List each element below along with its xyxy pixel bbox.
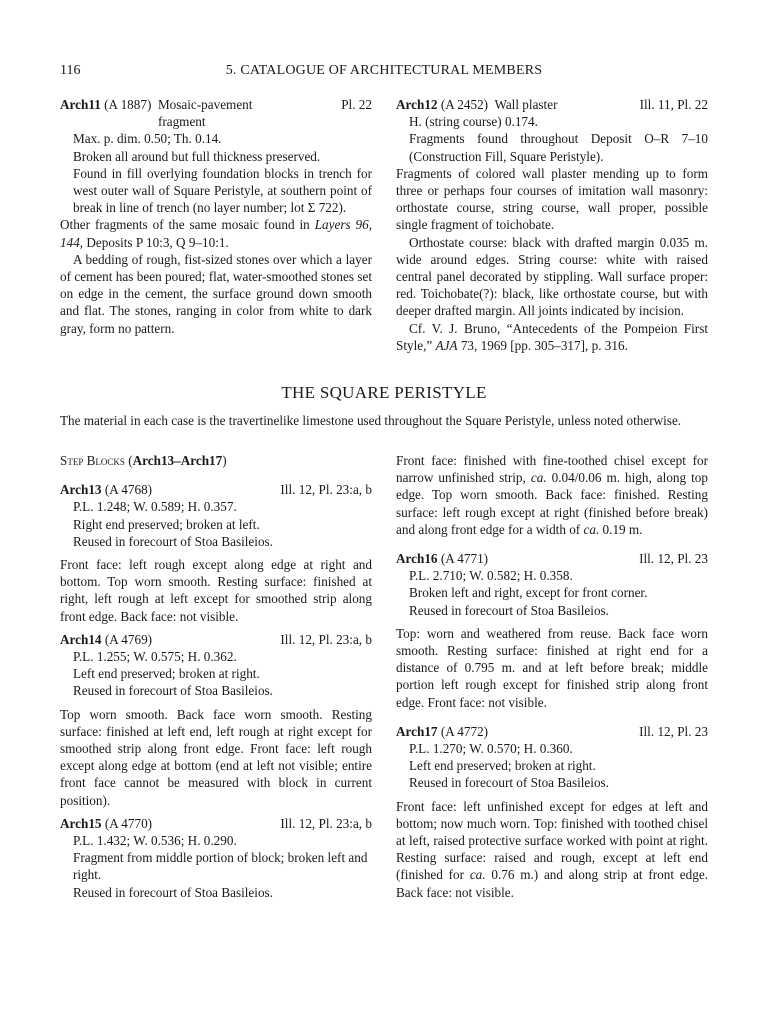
continued-ca-2: ca. [583,521,600,537]
plate-reference: Pl. 22 [341,97,372,112]
entry-arch17 [396,723,708,901]
findspot: Fragments found throughout Deposit O–R 7–10 (Construction Fill, Square Peristyle). [409,131,708,164]
description-post: 0.76 m.) and along strip at front edge. Back face: not visible. [396,867,708,900]
other-post: Deposits P 10:3, Q 9–10:1. [83,234,229,250]
continued-ca-1: ca. [530,470,547,486]
entry-title [158,96,252,130]
condition: Left end preserved; broken at right. [73,666,260,682]
dimensions: P.L. 2.710; W. 0.582; H. 0.358. [409,568,573,584]
dimensions: P.L. 1.255; W. 0.575; H. 0.362. [73,649,237,665]
entry-heading [396,550,708,567]
description: Front face: left rough except along edge at right and bottom. Top worn smooth. Resting surface: finished at right, left rough at left except for smoothed strip along front edge. Back face: not visible. [60,557,372,624]
section-title: THE SQUARE PERISTYLE [281,383,487,402]
entry-arch16 [396,550,708,711]
inventory-number: (A 2452) [440,97,489,112]
entry-id: Arch13 [60,482,102,498]
citation-pre: Cf. V. J. Bruno, “Antecedents of the Pompeion First Style,” [396,320,708,353]
continued-pre: Front face: finished with fine-toothed chisel except for narrow unfinished strip, [396,453,708,486]
page-header [60,62,708,82]
entry-title-line2: fragment [157,114,206,130]
arch15-description-continued [396,452,708,538]
entry-arch13 [60,481,372,625]
plate-reference: Ill. 12, Pl. 23:a, b [280,815,372,831]
plate-reference: Ill. 12, Pl. 23 [639,551,708,567]
findspot: Found in fill overlying foundation blocks in trench for west outer wall of Square Peristyle, at southern point of break in line of trench (no layer number; lot Σ 722). [73,165,372,216]
inventory-number: (A 1887) [104,97,152,112]
dimensions: Max. p. dim. 0.50; Th. 0.14. [73,131,222,147]
page-number: 116 [60,63,81,78]
inventory-number: (A 4768) [104,482,153,498]
findspot: Reused in forecourt of Stoa Basileios. [409,602,609,618]
entry-heading [396,96,708,113]
findspot: Reused in forecourt of Stoa Basileios. [73,884,273,900]
citation [396,320,708,354]
left-column-step-blocks [60,452,372,901]
entry-arch15 [60,815,372,901]
entry-id: Arch16 [396,551,438,567]
step-blocks-label: Step Blocks ( [60,453,133,468]
other-pre: Other fragments of the same mosaic found in [60,217,315,233]
entry-heading [396,723,708,740]
description-1: Fragments of colored wall plaster mending up to form three or perhaps four courses of imitation wall masonry: orthostate course, string course, wall proper, possible single fragment of toichobate. [396,165,708,233]
citation-post: 73, 1969 [pp. 305–317], p. 316. [457,337,628,353]
entry-heading [60,96,372,130]
inventory-number: (A 4770) [104,815,153,831]
condition: Broken all around but full thickness preserved. [73,148,321,164]
findspot: Reused in forecourt of Stoa Basileios. [409,775,609,791]
entry-arch11 [60,96,372,337]
right-column-step-blocks [396,452,708,901]
inventory-number: (A 4771) [440,551,489,567]
description-pre: Front face: left unfinished except for edges at left and bottom; now much worn. Top: finished with toothed chisel at left, raised protective surface worked with point at right. Resting surface: raised and rough, except at left end (finished for [396,798,708,883]
plate-reference: Ill. 12, Pl. 23 [639,723,708,739]
entry-title: Wall plaster [494,97,558,112]
findspot: Reused in forecourt of Stoa Basileios. [73,533,273,549]
findspot: Reused in forecourt of Stoa Basileios. [73,683,273,699]
entry-id: Arch12 [396,97,438,112]
entry-heading [60,481,372,498]
entry-heading [60,815,372,832]
step-blocks-range: Arch13–Arch17 [132,453,223,468]
continued-mid: 0.04/0.06 m. high, along top edge. Top worn smooth. Back face: finished. Resting surface: left rough except at right (finished before break) and along front edge for a width of [396,470,708,537]
description-2: Orthostate course: black with drafted margin 0.035 m. wide around edges. String course: white with raised central panel decorated by stippling. Wall surface proper: red. Toichobate(?): black, like orthostate course, but with deeper drafted margin. All joints indicated by incision. [396,234,708,319]
condition: Broken left and right, except for front corner. [409,585,648,601]
step-blocks-heading [60,452,372,469]
condition: Fragment from middle portion of block; broken left and right. [73,850,368,883]
running-head: 5. CATALOGUE OF ARCHITECTURAL MEMBERS [225,63,543,78]
plate-reference: Ill. 12, Pl. 23:a, b [280,482,372,498]
continued-post: 0.19 m. [599,521,643,537]
other-layers: Layers 96, 144, [60,217,373,250]
description: Top: worn and weathered from reuse. Back face worn smooth. Resting surface: finished at right end for a distance of 0.795 m. and at left before break; middle portion left rough except for finished strip along front edge. Front face: not visible. [396,625,708,710]
entry-arch12 [396,96,708,354]
dimensions: P.L. 1.248; W. 0.589; H. 0.357. [73,499,237,515]
entry-title-line1: Mosaic-pavement [157,97,253,112]
citation-journal: AJA [435,337,458,353]
description [396,798,708,901]
inventory-number: (A 4769) [104,631,153,647]
inventory-number: (A 4772) [440,723,489,739]
step-blocks-close: ) [222,453,227,468]
plate-reference: Ill. 11, Pl. 22 [639,97,708,112]
dimensions: H. (string course) 0.174. [409,114,538,130]
dimensions: P.L. 1.432; W. 0.536; H. 0.290. [73,833,237,849]
description: Top worn smooth. Back face worn smooth. Resting surface: finished at left end, left rough at right except for smoothed strip along front edge. Front face: left rough except along edge at bottom (end at left not visible; entire front face cannot be measured with block in current position). [60,706,372,808]
entry-id: Arch14 [60,631,102,647]
entry-heading [60,631,372,648]
condition: Right end preserved; broken at left. [73,516,260,532]
other-fragments [60,216,372,250]
entry-arch14 [60,631,372,809]
dimensions: P.L. 1.270; W. 0.570; H. 0.360. [409,741,573,757]
section-intro: The material in each case is the travertinelike limestone used throughout the Square Peristyle, unless noted otherwise. [60,413,682,428]
condition: Left end preserved; broken at right. [409,758,596,774]
description: A bedding of rough, fist-sized stones over which a layer of cement has been poured; flat, water-smoothed stones set on edge in the cement, the surface ground down smooth and flat. The stones, ranging in color from white to dark gray, form no pattern. [60,251,372,336]
entry-id: Arch15 [60,815,102,831]
plate-reference: Ill. 12, Pl. 23:a, b [280,631,372,647]
entry-id: Arch17 [396,723,438,739]
description-ca: ca. [469,867,486,883]
entry-id: Arch11 [60,97,101,112]
